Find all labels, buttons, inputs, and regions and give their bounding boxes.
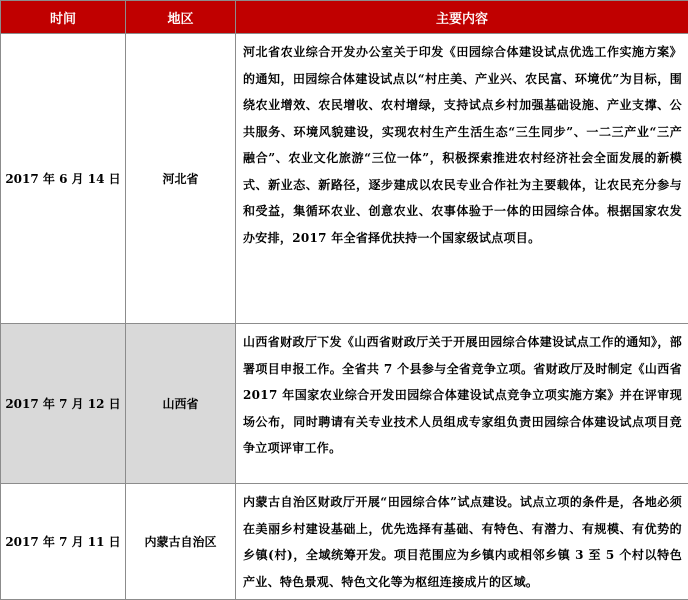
header-time: 时间 — [1, 1, 126, 34]
table-header — [1, 1, 688, 34]
table-row — [1, 324, 688, 484]
header-row — [1, 1, 688, 34]
row-date: 2017 年 7 月 11 日 — [1, 484, 126, 600]
row-content: 山西省财政厅下发《山西省财政厅关于开展田园综合体建设试点工作的通知》，部署项目申报工作。全省共 7 个县参与全省竞争立项。省财政厅及时制定《山西省 2017 年国家农业综合开发田园综合体建设试点竞争立项实施方案》并在评审现场公布，同时聘请有关专业技术人员组成专家组负责田园综合体建设试点项目竞争立项评审工作。 — [236, 324, 688, 484]
table-row — [1, 34, 688, 324]
row-region: 内蒙古自治区 — [126, 484, 236, 600]
header-content: 主要内容 — [236, 1, 688, 34]
row-date: 2017 年 7 月 12 日 — [1, 324, 126, 484]
row-region: 山西省 — [126, 324, 236, 484]
table-row — [1, 484, 688, 600]
row-region: 河北省 — [126, 34, 236, 324]
row-content: 河北省农业综合开发办公室关于印发《田园综合体建设试点优选工作实施方案》的通知，田园综合体建设试点以“村庄美、产业兴、农民富、环境优”为目标，围绕农业增效、农民增收、农村增绿，支持试点乡村加强基础设施、产业支撑、公共服务、环境风貌建设，实现农村生产生活生态“三生同步”、一二三产业“三产融合”、农业文化旅游“三位一体”，积极探索推进农村经济社会全面发展的新模式、新业态、新路径，逐步建成以农民专业合作社为主要载体，让农民充分参与和受益，集循环农业、创意农业、农事体验于一体的田园综合体。根据国家农发办安排，2017 年全省择优扶持一个国家级试点项目。 — [236, 34, 688, 324]
row-content: 内蒙古自治区财政厅开展“田园综合体”试点建设。试点立项的条件是，各地必须在美丽乡村建设基础上，优先选择有基础、有特色、有潜力、有规模、有优势的乡镇(村)，全域统筹开发。项目范围应为乡镇内或相邻乡镇 3 至 5 个村以特色产业、特色景观、特色文化等为枢纽连接成片的区域。 — [236, 484, 688, 600]
row-date: 2017 年 6 月 14 日 — [1, 34, 126, 324]
header-region: 地区 — [126, 1, 236, 34]
